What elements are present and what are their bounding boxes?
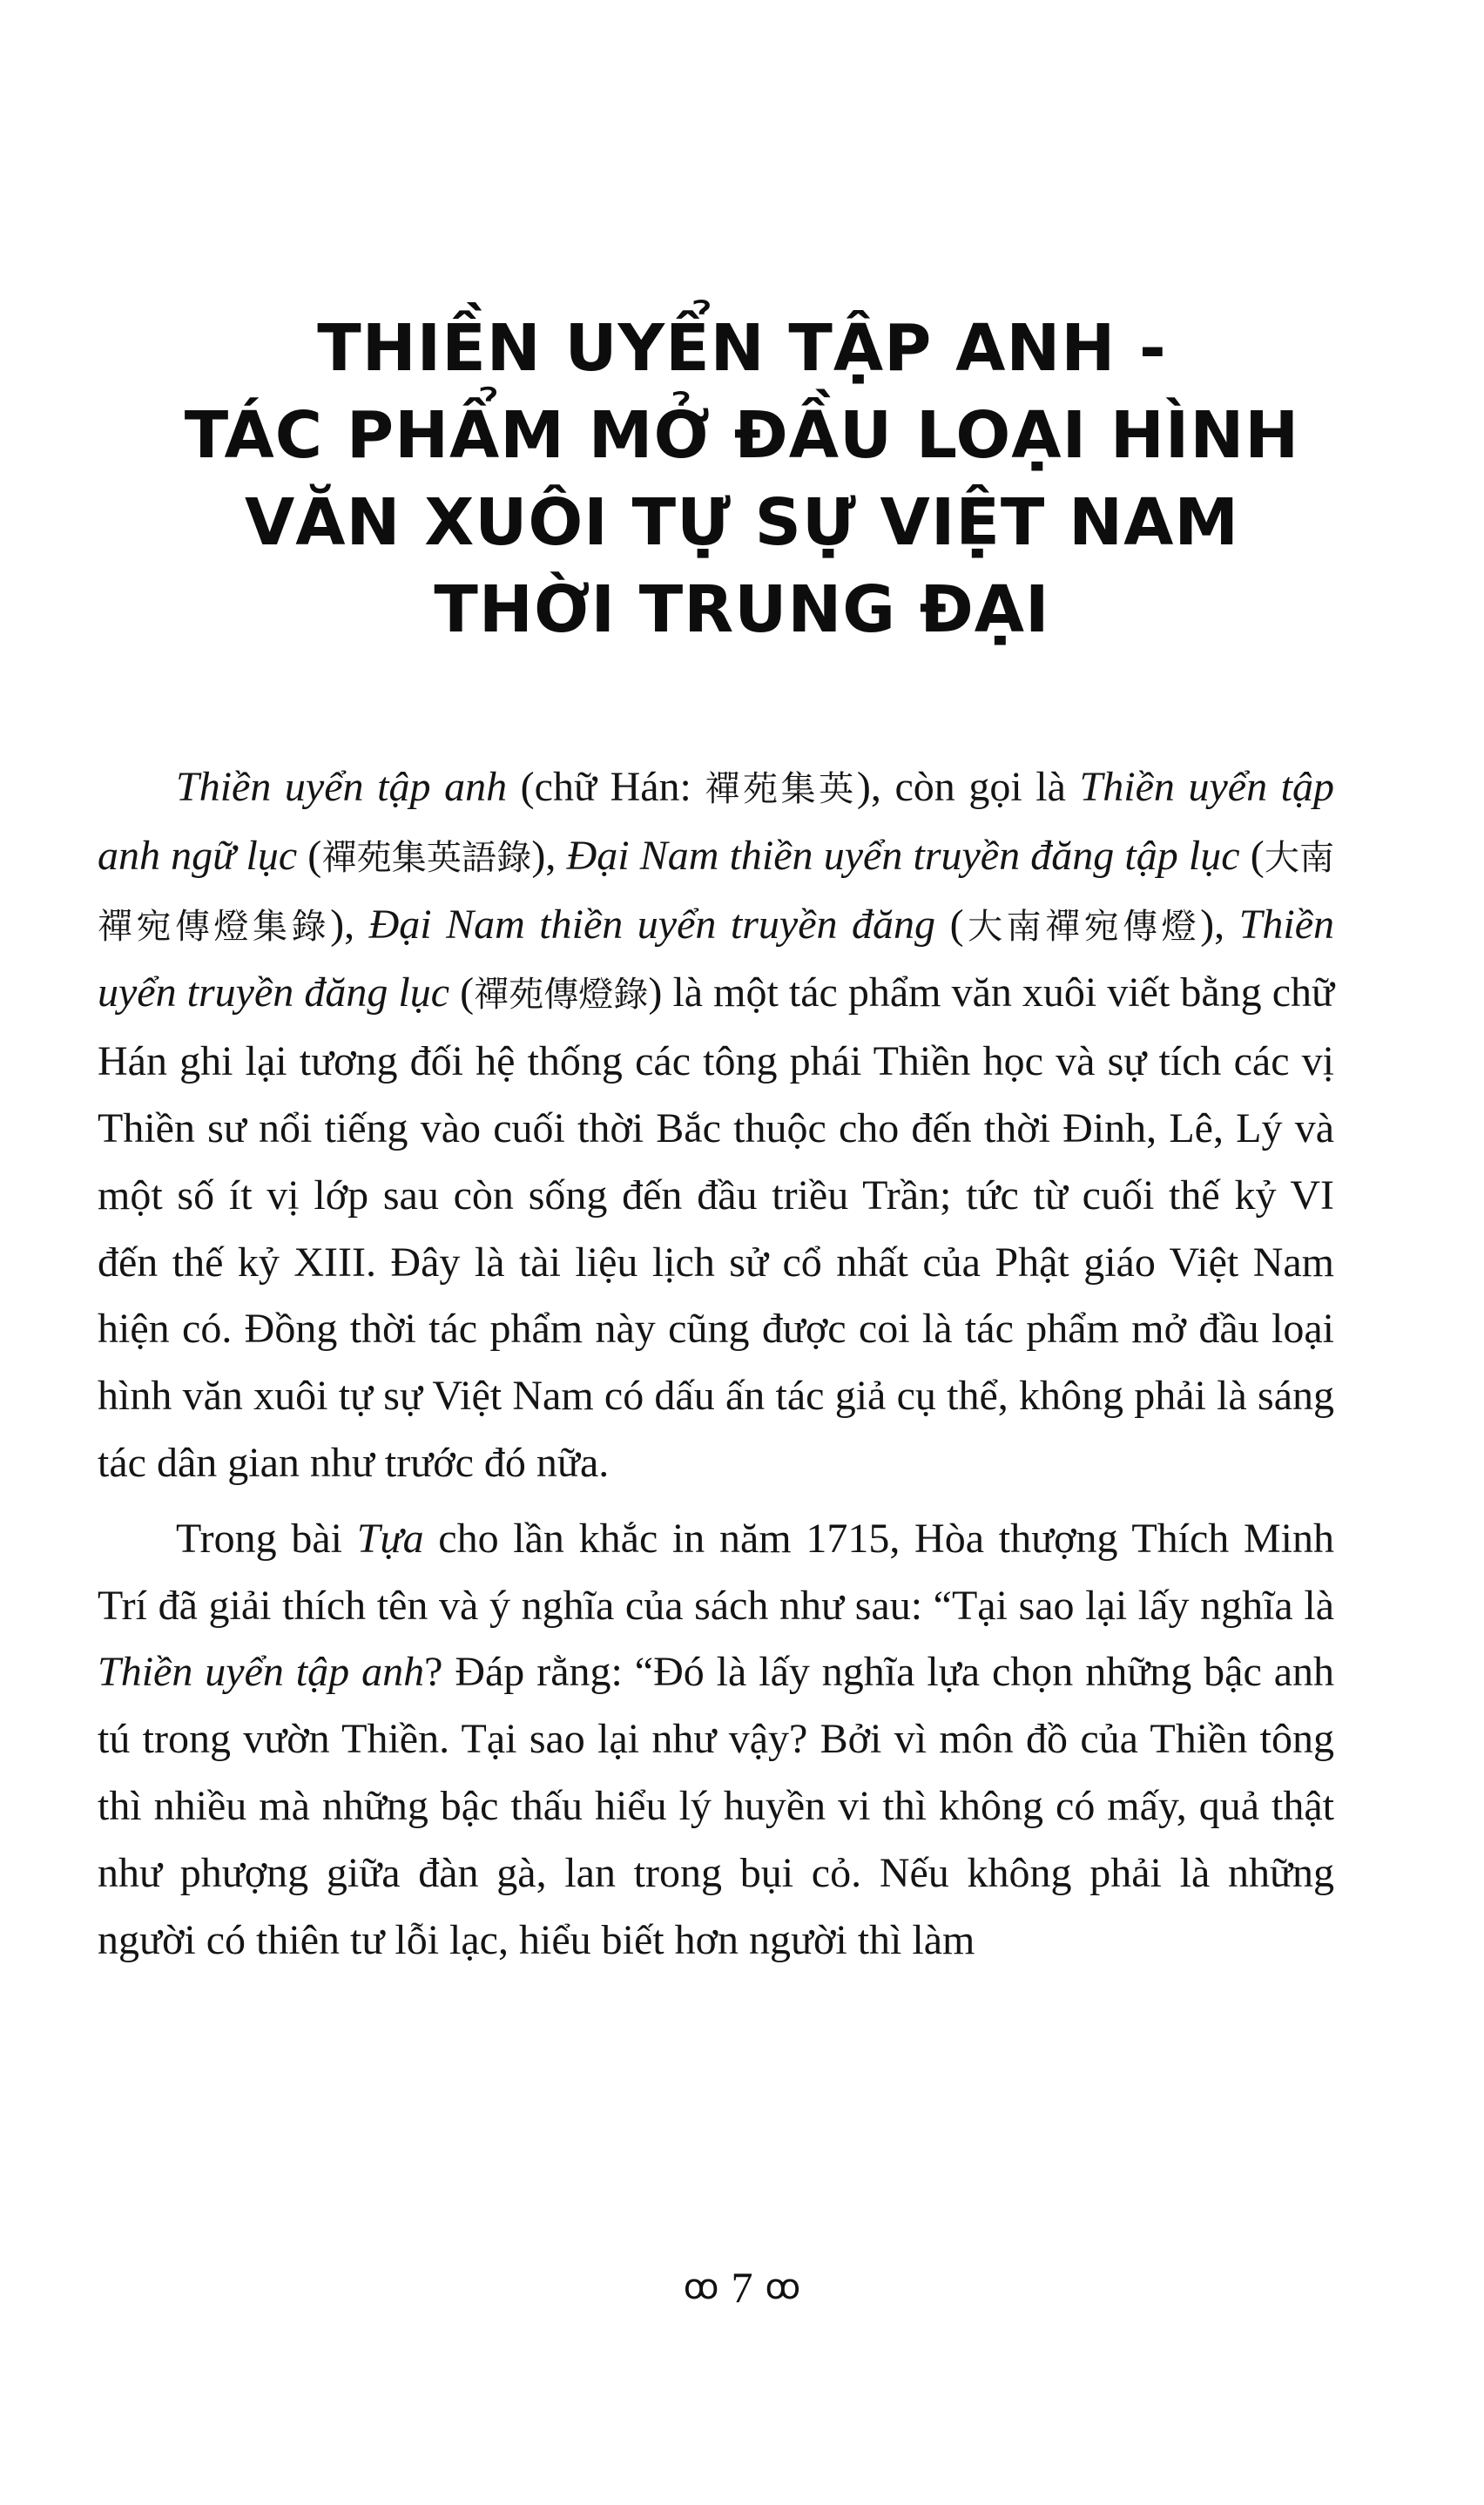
chapter-title-line-1: THIỀN UYỂN TẬP ANH - xyxy=(317,311,1167,386)
paragraph-2 xyxy=(98,1506,1334,1975)
text-segment: 大南禪宛傳燈 xyxy=(963,906,1201,947)
text-segment: Thiền uyển tập anh xyxy=(98,1649,425,1696)
text-segment: Thiền uyển tập anh xyxy=(176,764,508,810)
text-segment: ), xyxy=(330,901,369,948)
body-text xyxy=(98,754,1334,1974)
text-segment: cho lần khắc in năm 1715, Hòa thượng Thích Minh Trí đã giải thích tên và ý nghĩa của sách như sau: “Tại sao lại lấy nghĩa là xyxy=(98,1515,1335,1629)
chapter-title xyxy=(0,305,1484,653)
paragraph-1 xyxy=(98,754,1334,1497)
chapter-title-line-2: TÁC PHẨM MỞ ĐẦU LOẠI HÌNH xyxy=(184,398,1300,473)
ornament-right-icon: ꝏ xyxy=(765,2266,801,2307)
text-segment: ? Đáp rằng: “Đó là lấy nghĩa lựa chọn những bậc anh tú trong vườn Thiền. Tại sao lại như vậy? Bởi vì môn đồ của Thiền tông thì nhiều mà những bậc thấu hiểu lý huyền vi thì không có mấy, quả thật như phượng giữa đàn gà, lan trong bụi cỏ. Nếu không phải là những người có thiên tư lỗi lạc, hiểu biết hơn người thì làm xyxy=(98,1649,1334,1963)
page-number: 7 xyxy=(731,2262,753,2312)
text-segment: Đại Nam thiền uyển truyền đăng tập lục xyxy=(566,832,1240,879)
text-segment: ), còn gọi là xyxy=(856,764,1080,810)
chapter-title-line-4: THỜI TRUNG ĐẠI xyxy=(434,572,1050,647)
chapter-title-line-3: VĂN XUÔI TỰ SỰ VIỆT NAM xyxy=(245,485,1239,560)
text-segment: ( xyxy=(449,969,475,1016)
ornament-left-icon: ꝏ xyxy=(683,2266,719,2307)
text-segment: Trong bài xyxy=(176,1515,357,1562)
text-segment: 大南禪宛傳燈集錄 xyxy=(98,837,1335,947)
text-segment: (chữ Hán: xyxy=(507,764,705,810)
text-segment: 禪苑集英語錄 xyxy=(321,837,532,878)
text-segment: ), xyxy=(531,832,567,879)
text-segment: ( xyxy=(1239,832,1265,879)
text-segment: 禪苑集英 xyxy=(705,769,857,809)
text-segment: Thiền uyển truyền đăng lục xyxy=(98,901,1335,1016)
text-segment: Thiền uyển tập anh ngữ lục xyxy=(98,764,1335,879)
text-segment: ( xyxy=(297,832,322,879)
text-segment: ) là một tác phẩm văn xuôi viết bằng chữ Hán ghi lại tương đối hệ thống các tông phái Thiền học và sự tích các vị Thiền sư nổi tiếng vào cuối thời Bắc thuộc cho đến thời Đinh, Lê, Lý và một số ít vị lớp sau còn sống đến đầu triều Trần; tức từ cuối thế kỷ VI đến thế kỷ XIII. Đây là tài liệu lịch sử cổ nhất của Phật giáo Việt Nam hiện có. Đồng thời tác phẩm này cũng được coi là tác phẩm mở đầu loại hình văn xuôi tự sự Việt Nam có dấu ấn tác giả cụ thể, không phải là sáng tác dân gian như trước đó nữa. xyxy=(98,969,1335,1486)
page-footer xyxy=(0,2256,1484,2313)
text-segment: Tựa xyxy=(356,1515,424,1562)
text-segment: ( xyxy=(935,901,964,948)
text-segment: Đại Nam thiền uyển truyền đăng xyxy=(368,901,936,948)
text-segment: ), xyxy=(1200,901,1239,948)
text-segment: 禪苑傳燈錄 xyxy=(474,975,649,1016)
